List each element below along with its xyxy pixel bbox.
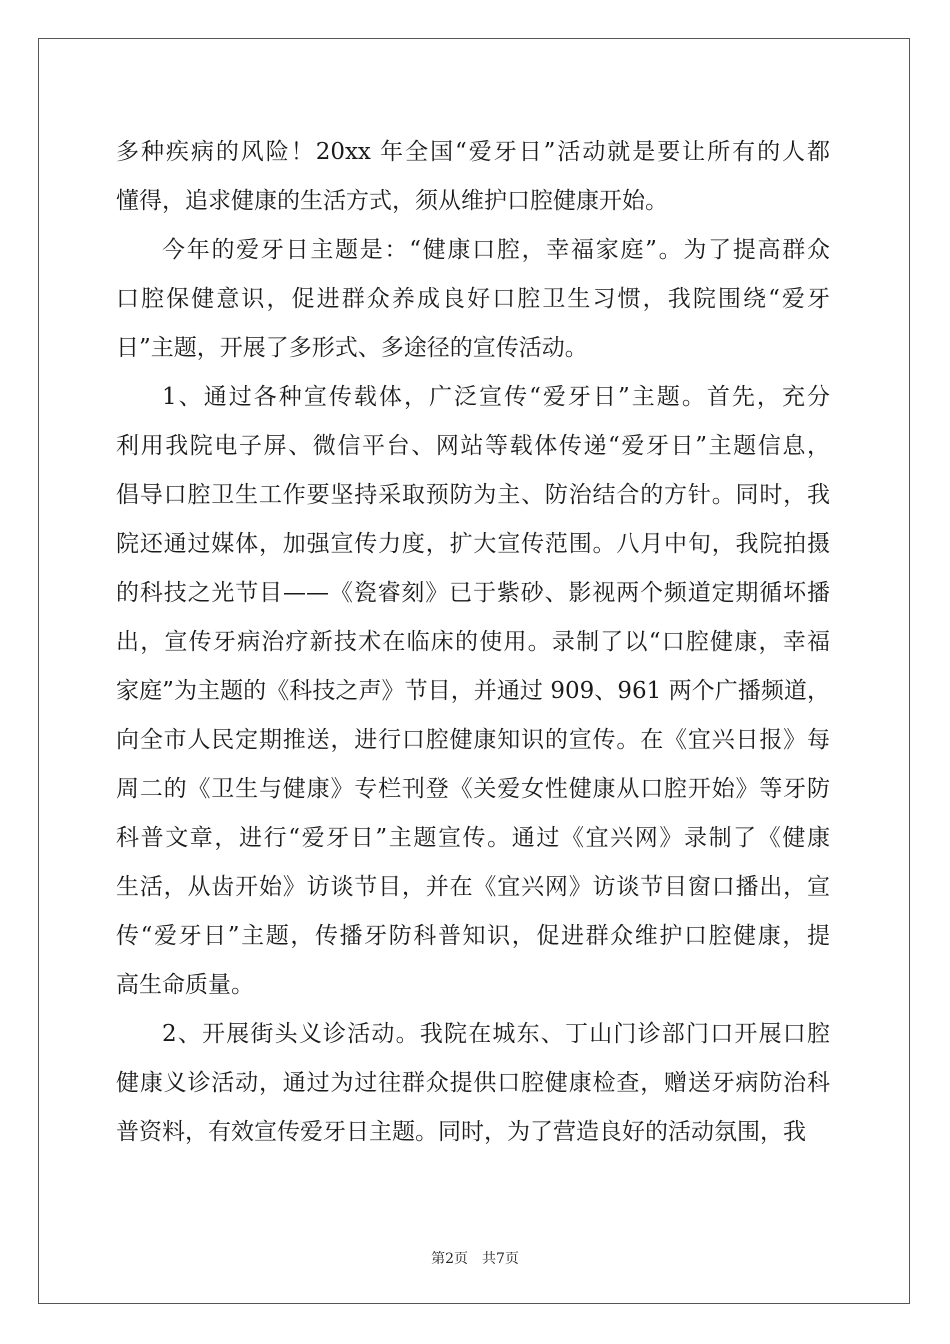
page-number-total: 共7页 [482, 1251, 519, 1267]
text-line: 健康义诊活动，通过为过往群众提供口腔健康检查，赠送牙病防治科 [116, 1070, 830, 1096]
paragraph [116, 226, 830, 373]
text-line: 高生命质量。 [116, 972, 254, 998]
page-number-current: 第2页 [431, 1251, 468, 1267]
paragraph [116, 128, 830, 226]
document-body [116, 128, 830, 1157]
text-line: 传“爱牙日”主题，传播牙防科普知识，促进群众维护口腔健康，提 [116, 923, 830, 949]
text-line: 日”主题，开展了多形式、多途径的宣传活动。 [116, 335, 588, 361]
text-line: 懂得，追求健康的生活方式，须从维护口腔健康开始。 [116, 188, 668, 214]
text-line: 利用我院电子屏、微信平台、网站等载体传递“爱牙日”主题信息， [116, 433, 830, 459]
paragraph [116, 373, 830, 1010]
text-line: 倡导口腔卫生工作要坚持采取预防为主、防治结合的方针。同时，我 [116, 482, 830, 508]
text-line: 2、开展街头义诊活动。我院在城东、丁山门诊部门口开展口腔 [162, 1021, 830, 1047]
text-line: 周二的《卫生与健康》专栏刊登《关爱女性健康从口腔开始》等牙防 [116, 776, 830, 802]
text-line: 院还通过媒体，加强宣传力度，扩大宣传范围。八月中旬，我院拍摄 [116, 531, 830, 557]
text-line: 今年的爱牙日主题是：“健康口腔，幸福家庭”。为了提高群众 [162, 237, 830, 263]
text-line: 多种疾病的风险！20xx 年全国“爱牙日”活动就是要让所有的人都 [116, 139, 830, 165]
text-line: 的科技之光节目——《瓷睿刻》已于紫砂、影视两个频道定期循坏播 [116, 580, 830, 606]
page-footer [0, 1248, 950, 1268]
text-line: 出，宣传牙病治疗新技术在临床的使用。录制了以“口腔健康，幸福 [116, 629, 830, 655]
text-line: 普资料，有效宣传爱牙日主题。同时，为了营造良好的活动氛围，我 [116, 1119, 806, 1145]
text-line: 口腔保健意识，促进群众养成良好口腔卫生习惯，我院围绕“爱牙 [116, 286, 830, 312]
text-line: 生活，从齿开始》访谈节目，并在《宜兴网》访谈节目窗口播出，宣 [116, 874, 830, 900]
text-line: 科普文章，进行“爱牙日”主题宣传。通过《宜兴网》录制了《健康 [116, 825, 830, 851]
text-line: 家庭”为主题的《科技之声》节目，并通过 909、961 两个广播频道， [116, 678, 830, 704]
text-line: 1、通过各种宣传载体，广泛宣传“爱牙日”主题。首先，充分 [162, 384, 830, 410]
paragraph [116, 1010, 830, 1157]
text-line: 向全市人民定期推送，进行口腔健康知识的宣传。在《宜兴日报》每 [116, 727, 830, 753]
